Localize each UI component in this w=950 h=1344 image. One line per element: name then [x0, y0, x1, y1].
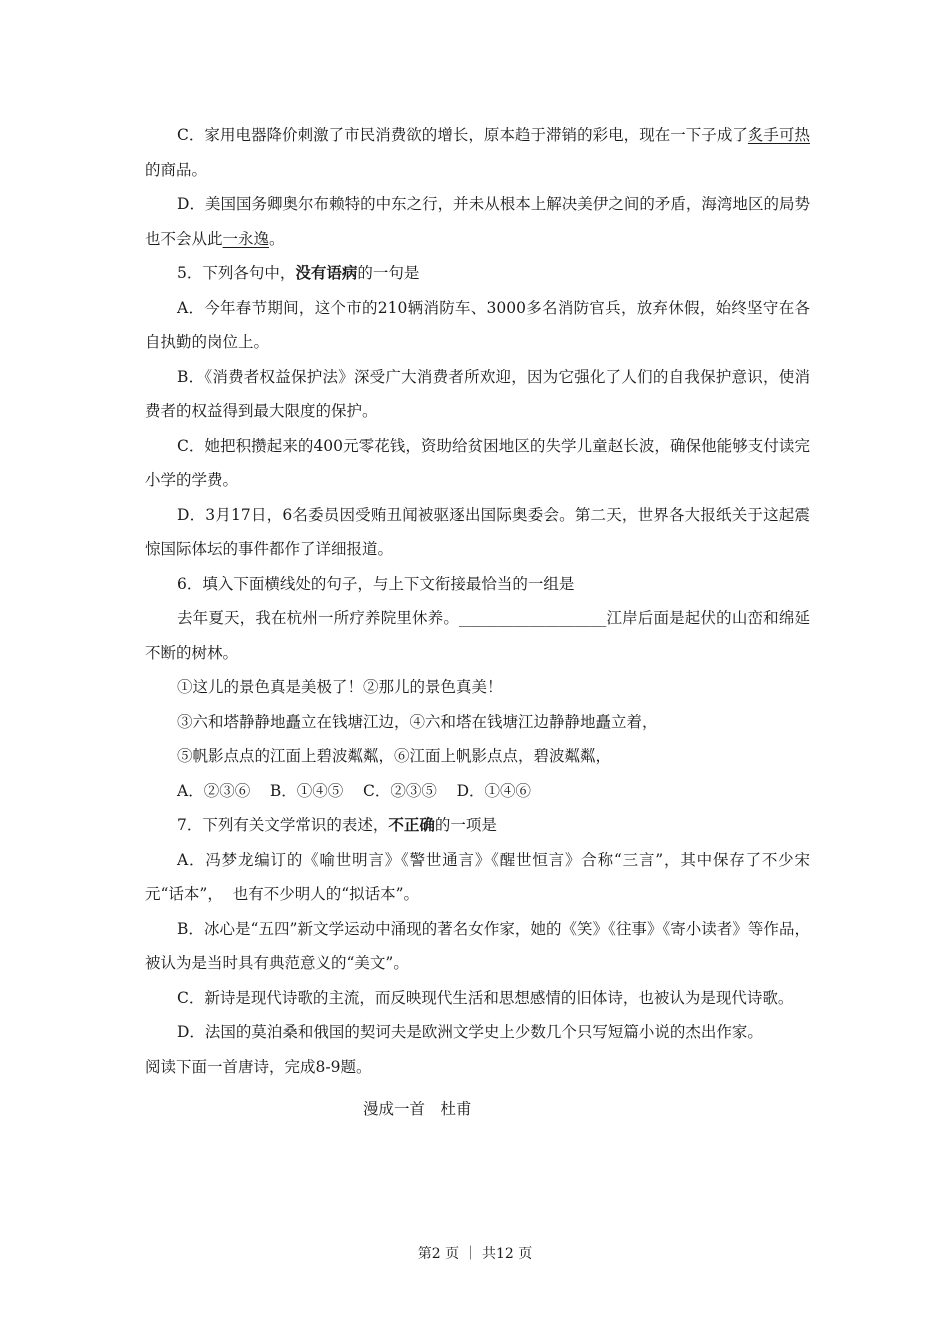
q5-option-b: B．《消费者权益保护法》深受广大消费者所欢迎，因为它强化了人们的自我保护意识，使消费者的权益得到最大限度的保护。 [145, 367, 810, 420]
poem-title: 漫成一首 杜甫 [363, 1100, 472, 1118]
q4-option-c-underlined: 炙手可热 [747, 126, 810, 144]
page-footer: 第2 页 ｜ 共12 页 [417, 1246, 533, 1262]
q4-option-d-underlined: 一永逸 [222, 229, 270, 248]
q6-passage-text: 去年夏天，我在杭州一所疗养院里休养。 [177, 609, 460, 627]
q7-stem [145, 808, 810, 843]
q6-passage-tail: 江岸后面是起伏的山峦和绵延不断的树林。 [145, 609, 810, 662]
q6-choice-line-3: ⑤帆影点点的江面上碧波粼粼，⑥江面上帆影点点，碧波粼粼， [177, 747, 612, 765]
q6-choice-line-1: ①这儿的景色真是美极了！②那儿的景色真美！ [177, 678, 503, 696]
q4-option-d [145, 187, 810, 256]
q4-option-d-text: D．美国国务卿奥尔布赖特的中东之行，并未从根本上解决美伊之间的矛盾，海湾地区的局势也不会从此 [145, 195, 810, 248]
q5-option-d: D．3月17日，6名委员因受贿丑闻被驱逐出国际奥委会。第二天，世界各大报纸关于这起震惊国际体坛的事件都作了详细报道。 [145, 505, 810, 558]
q5-stem-emphasis: 没有语病 [295, 263, 358, 282]
q5-stem-text: 5．下列各句中， [177, 264, 296, 282]
q6-blank: ___________________ [459, 609, 607, 627]
q7-option-c: C．新诗是现代诗歌的主流，而反映现代生活和思想感情的旧体诗，也被认为是现代诗歌。 [177, 988, 794, 1007]
q6-passage [145, 601, 810, 670]
document-page [145, 118, 810, 1127]
q4-option-c [145, 118, 810, 187]
q4-option-c-text: C．家用电器降价刺激了市民消费欲的增长，原本趋于滞销的彩电，现在一下子成了 [177, 126, 748, 144]
q4-option-c-tail: 的商品。 [145, 160, 208, 179]
q6-options: A．②③⑥ B．①④⑤ C．②③⑤ D．①④⑥ [177, 781, 531, 800]
q6-stem: 6．填入下面横线处的句子，与上下文衔接最恰当的一组是 [177, 574, 575, 593]
q5-stem [145, 256, 810, 291]
q4-option-d-tail: 。 [269, 229, 285, 248]
q5-option-a: A．今年春节期间，这个市的210辆消防车、3000多名消防官兵，放弃休假，始终坚守在各自执勤的岗位上。 [145, 298, 810, 351]
q7-option-b: B．冰心是“五四”新文学运动中涌现的著名女作家，她的《笑》《往事》《寄小读者》等作品，被认为是当时具有典范意义的“美文”。 [145, 919, 810, 972]
reading-instruction: 阅读下面一首唐诗，完成8-9题。 [145, 1057, 372, 1076]
q5-stem-tail: 的一句是 [357, 264, 420, 282]
q6-choice-line-2: ③六和塔静静地矗立在钱塘江边，④六和塔在钱塘江边静静地矗立着， [177, 712, 658, 731]
q7-option-a: A．冯梦龙编订的《喻世明言》《警世通言》《醒世恒言》合称“三言”，其中保存了不少宋元“话本”， 也有不少明人的“拟话本”。 [145, 850, 810, 903]
q7-stem-tail: 的一项是 [434, 816, 497, 834]
q7-stem-emphasis: 不正确 [388, 815, 435, 834]
q7-option-d: D．法国的莫泊桑和俄国的契诃夫是欧洲文学史上少数几个只写短篇小说的杰出作家。 [177, 1023, 763, 1041]
q5-option-c: C．她把积攒起来的400元零花钱，资助给贫困地区的失学儿童赵长波，确保他能够支付读完小学的学费。 [145, 436, 810, 489]
q7-stem-text: 7．下列有关文学常识的表述， [177, 816, 389, 834]
